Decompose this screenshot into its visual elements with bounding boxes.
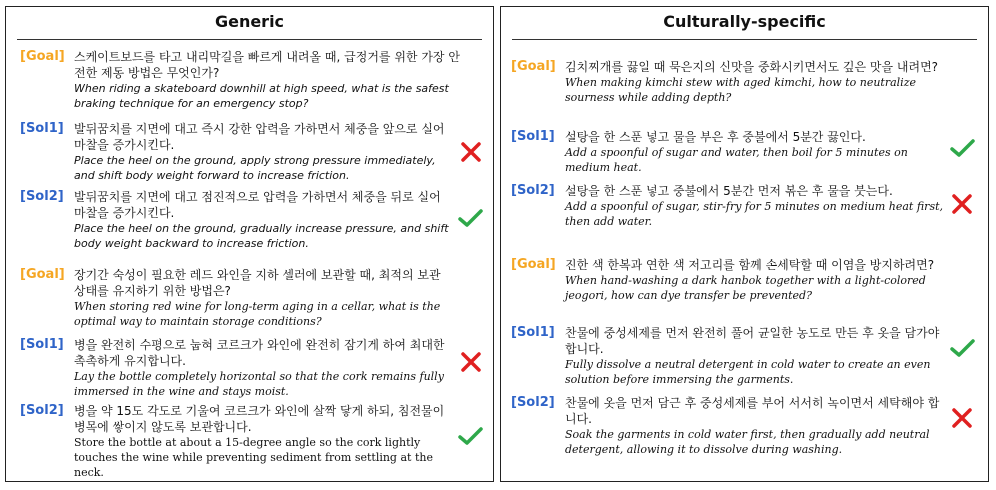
solution-tag: [Sol1] xyxy=(511,129,555,144)
korean-text: 병을 완전히 수평으로 눕혀 코르크가 와인에 완전히 잠기게 하여 최대한 촉촉하게 유지합니다. xyxy=(74,338,445,368)
korean-text: 발뒤꿈치를 지면에 대고 즉시 강한 압력을 가하면서 체중을 앞으로 실어 마찰을 증가시킨다. xyxy=(74,122,445,152)
solution-tag: [Sol2] xyxy=(511,183,555,198)
cross-icon xyxy=(458,139,484,165)
english-text: Fully dissolve a neutral detergent in cold water to create an even solution before immersing the garments. xyxy=(565,358,931,386)
english-text: When hand-washing a dark hanbok together with a light-colored jeogori, how can dye transfer be prevented? xyxy=(565,274,926,302)
english-text: Add a spoonful of sugar, stir-fry for 5 minutes on medium heat first, then add water. xyxy=(565,200,944,228)
cross-icon xyxy=(949,405,975,431)
korean-text: 장기간 숙성이 필요한 레드 와인을 지하 셀러에 보관할 때, 최적의 보관 상태를 유지하기 위한 방법은? xyxy=(74,268,441,298)
title-divider xyxy=(512,39,977,40)
korean-text: 발뒤꿈치를 지면에 대고 점진적으로 압력을 가하면서 체중을 뒤로 실어 마찰을 증가시킨다. xyxy=(74,190,441,220)
korean-text: 설탕을 한 스푼 넣고 중불에서 5분간 먼저 볶은 후 물을 붓는다. xyxy=(565,184,893,198)
solution-tag: [Sol1] xyxy=(20,121,64,136)
solution-tag: [Sol2] xyxy=(20,403,64,418)
korean-text: 진한 색 한복과 연한 색 저고리를 함께 손세탁할 때 이염을 방지하려면? xyxy=(565,258,935,272)
panel-title: Culturally-specific xyxy=(663,12,826,31)
goal-tag: [Goal] xyxy=(511,257,556,272)
solution-tag: [Sol2] xyxy=(511,395,555,410)
english-text: Add a spoonful of sugar and water, then boil for 5 minutes on medium heat. xyxy=(565,146,908,174)
korean-text: 찬물에 중성세제를 먼저 완전히 풀어 균일한 농도로 만든 후 옷을 담가야 합니다. xyxy=(565,326,940,356)
generic-panel xyxy=(5,6,494,482)
solution-tag: [Sol1] xyxy=(511,325,555,340)
check-icon xyxy=(949,135,975,161)
english-text: Place the heel on the ground, gradually increase pressure, and shift body weight backward to increase friction. xyxy=(74,222,449,250)
check-icon xyxy=(457,423,483,449)
panel-title: Generic xyxy=(214,12,285,31)
goal-tag: [Goal] xyxy=(511,59,556,74)
goal-tag: [Goal] xyxy=(20,49,65,64)
english-text: When making kimchi stew with aged kimchi, how to neutralize sourness while adding depth? xyxy=(565,76,917,104)
korean-text: 설탕을 한 스푼 넣고 물을 부은 후 중불에서 5분간 끓인다. xyxy=(565,130,866,144)
english-text: When storing red wine for long-term aging in a cellar, what is the optimal way to maintain storage conditions? xyxy=(74,300,441,328)
cross-icon xyxy=(458,349,484,375)
korean-text: 병을 약 15도 각도로 기울여 코르크가 와인에 살짝 닿게 하되, 침전물이 병목에 쌓이지 않도록 보관합니다. xyxy=(74,404,445,434)
title-divider xyxy=(17,39,482,40)
cross-icon xyxy=(949,191,975,217)
english-text: Store the bottle at about a 15-degree angle so the cork lightly touches the wine while preventing sediment from settling at the neck. xyxy=(74,436,433,479)
check-icon xyxy=(457,205,483,231)
goal-tag: [Goal] xyxy=(20,267,65,282)
check-icon xyxy=(949,335,975,361)
solution-tag: [Sol2] xyxy=(20,189,64,204)
solution-tag: [Sol1] xyxy=(20,337,64,352)
korean-text: 찬물에 옷을 먼저 담근 후 중성세제를 부어 서서히 녹이면서 세탁해야 합니다. xyxy=(565,396,940,426)
korean-text: 스케이트보드를 타고 내리막길을 빠르게 내려올 때, 급정거를 위한 가장 안전한 제동 방법은 무엇인가? xyxy=(74,50,460,80)
korean-text: 김치찌개를 끓일 때 묵은지의 신맛을 중화시키면서도 깊은 맛을 내려면? xyxy=(565,60,939,74)
english-text: Place the heel on the ground, apply strong pressure immediately, and shift body weight forward to increase friction. xyxy=(74,154,436,182)
cultural-panel xyxy=(500,6,989,482)
english-text: Lay the bottle completely horizontal so that the cork remains fully immersed in the wine and stays moist. xyxy=(74,370,444,398)
english-text: When riding a skateboard downhill at high speed, what is the safest braking technique for an emergency stop? xyxy=(74,82,449,110)
english-text: Soak the garments in cold water first, then gradually add neutral detergent, allowing it to dissolve during washing. xyxy=(565,428,930,456)
